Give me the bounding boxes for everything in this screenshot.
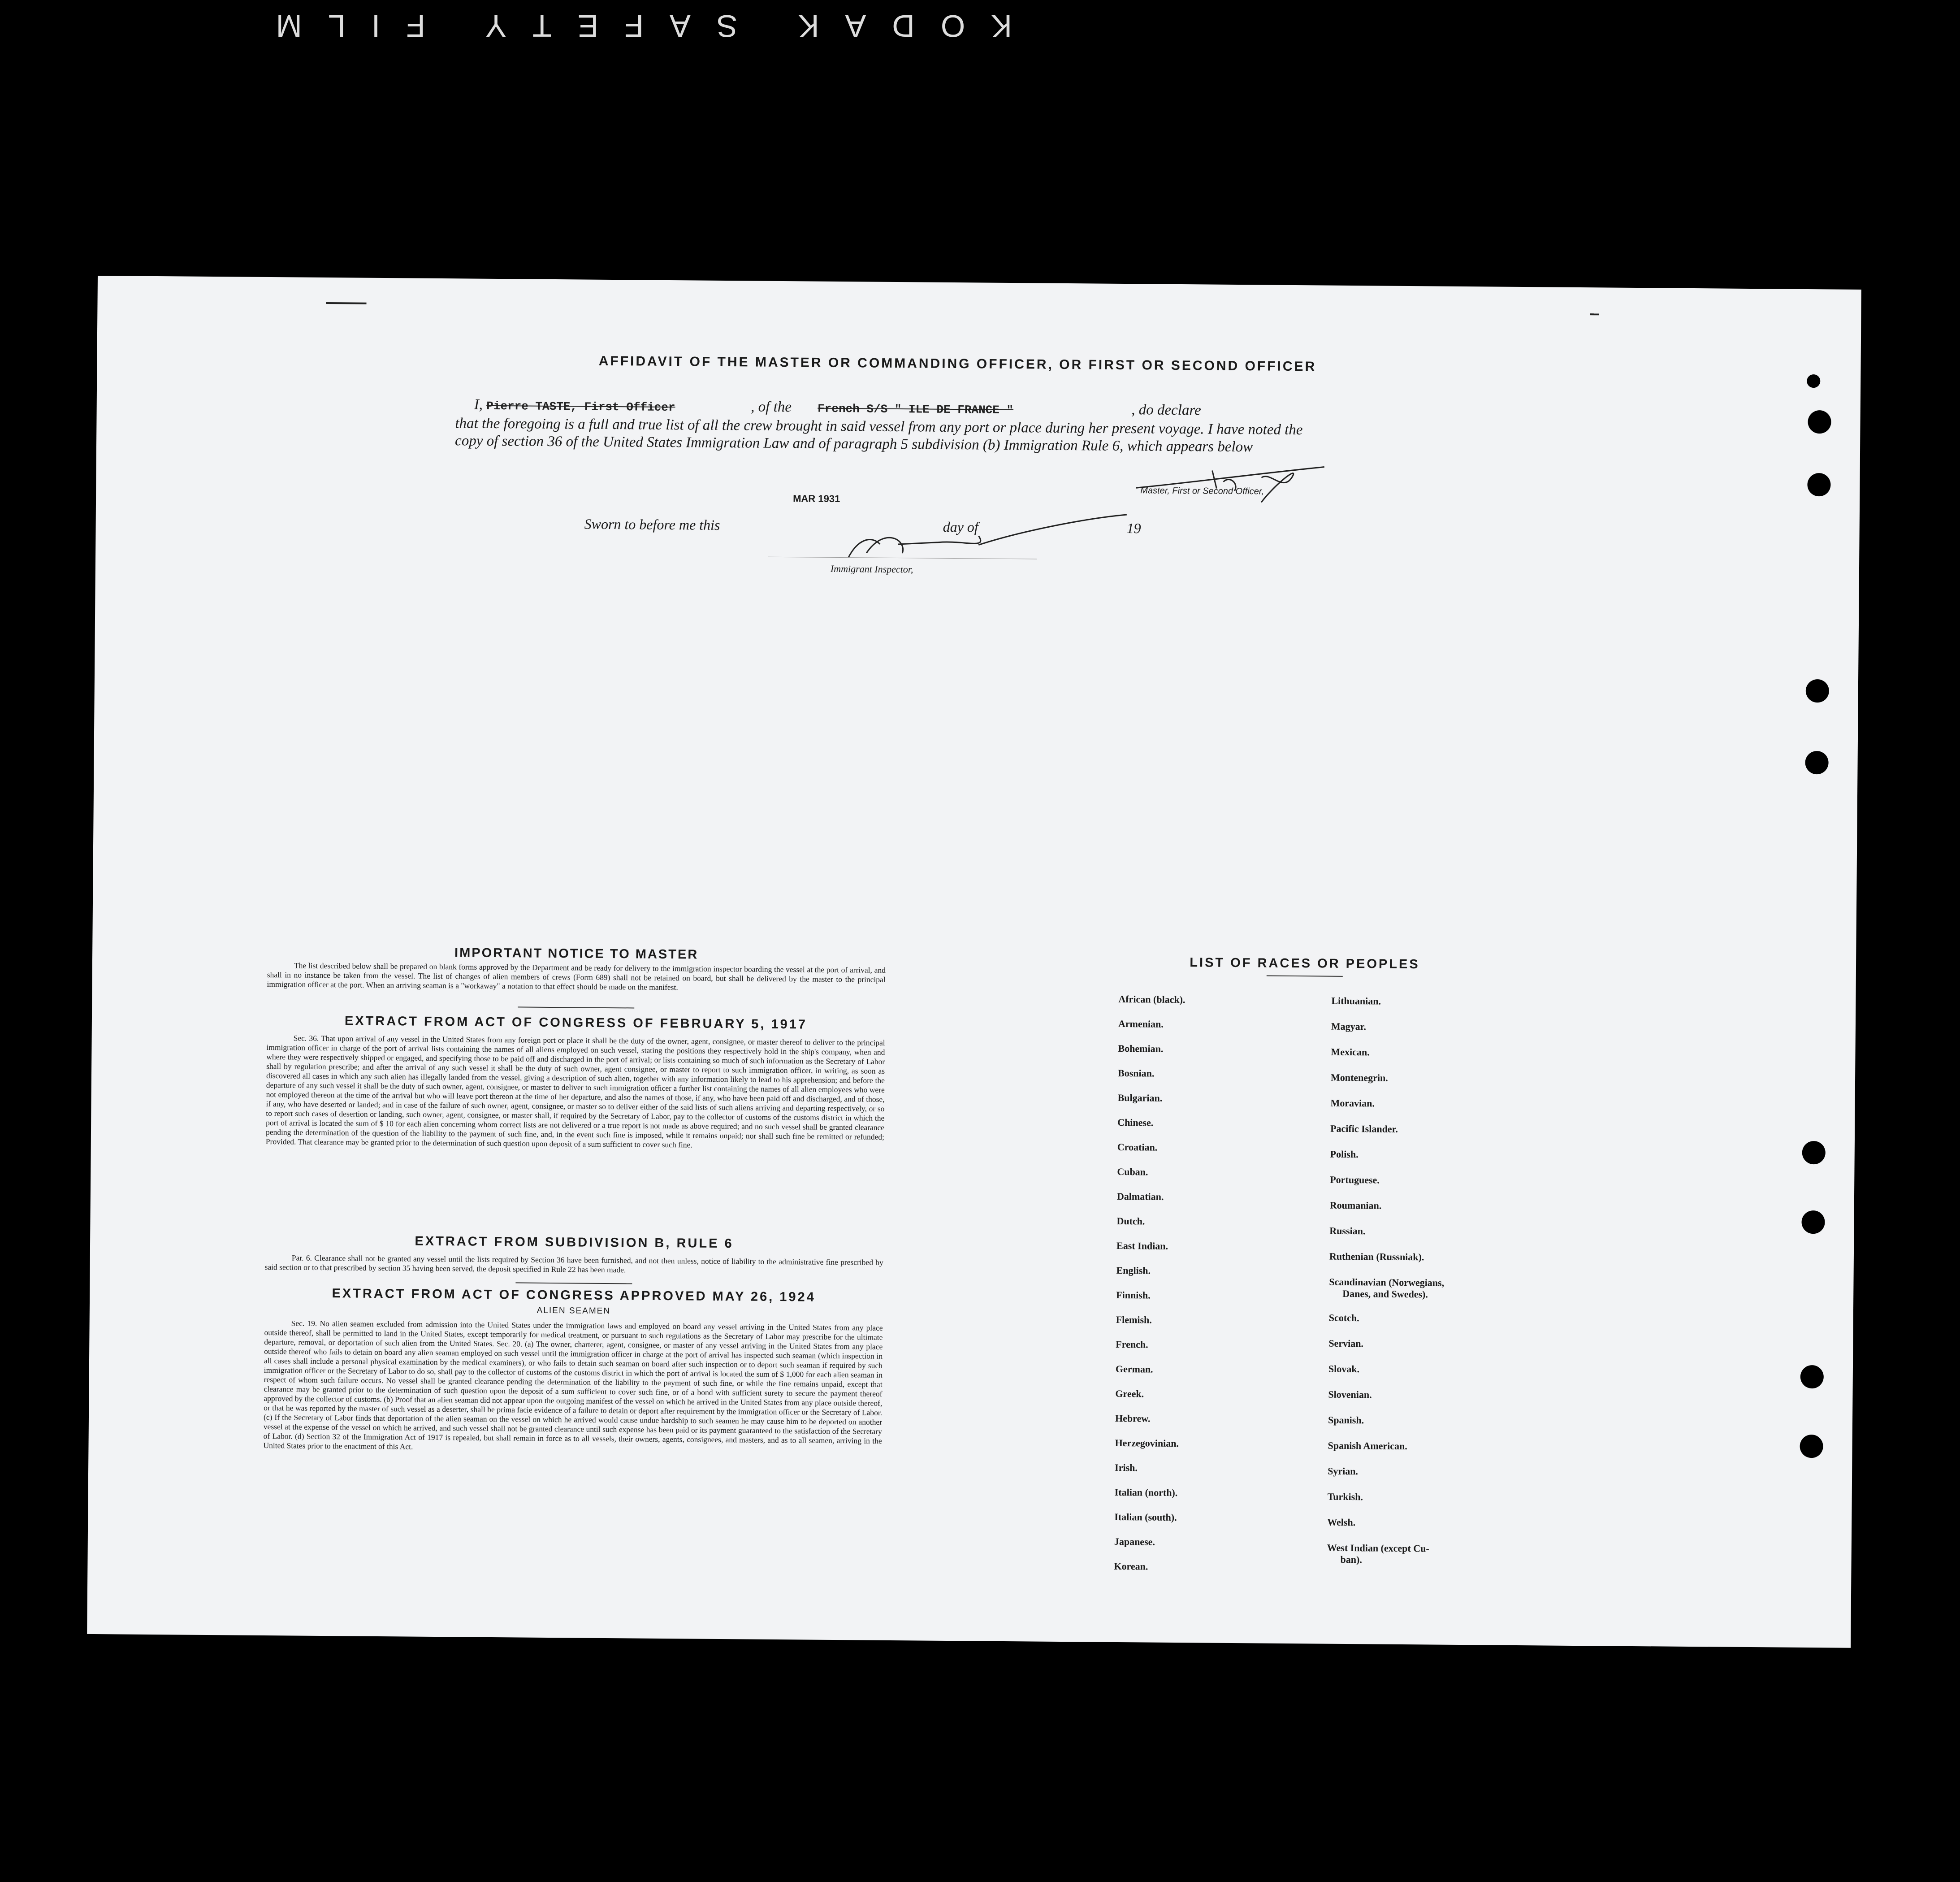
race-item: Syrian. [1328, 1465, 1359, 1477]
extract-1924-body: Sec. 19. No alien seamen excluded from admission into the United States under the immigration laws and employed on board any vessel arriving in the United States from any place outside thereof, shall be permitted to land in the United States, except temporarily for medical treatment, or pursuant to such regulations as the Secretary of Labor may prescribe for the ultimate departure, removal, or deportation of such alien from the United States. Sec. 20. (a) The owner, charterer, agent, consignee, or master of any vessel arriving in the United States from any place outside thereof who fails to detain on board any alien seaman employed on such vessel until the immigration officer in charge at the port of arrival has inspected such seaman (which inspection in all cases shall include a personal physical examination by the medical examiners), or who fails to detain such seaman on board after such inspection or to deport such seaman if required by such immigration officer or the Secretary of Labor to do so, shall pay to the collector of customs of the customs district in which the port of arrival is located the sum of $ 1,000 for each alien seaman in respect of whom such failure occurs. No vessel shall be granted clearance pending the determination of the liability to the payment of such fine, or while the fine remains unpaid, except that clearance may be granted prior to the determination of such question upon the deposit of a sum sufficient to cover such fine, or of a bond with sufficient surety to secure the payment thereof approved by the collector of customs. (b) Proof that an alien seaman did not appear upon the outgoing manifest of the vessel on which he arrived in the United States from any place outside thereof, or that he was reported by the master of such vessel as a deserter, shall be prima facie evidence of a failure to detain or deport after requirement by the immigration officer or the Secretary of Labor. (c) If the Secretary of Labor finds that deportation of the alien seaman on the vessel on which he arrived would cause undue hardship to such seamen he may cause him to be deported on another vessel at the expense of the vessel on which he arrived, and such vessel shall not be granted clearance until such expense has been paid or its payment guaranteed to the satisfaction of the Secretary of Labor. (d) Section 32 of the Immigration Act of 1917 is repealed, but shall remain in force as to all vessels, their owners, agents, consignees, and masters, and as to all seamen, arriving in the United States prior to the enactment of this Act. [263, 1318, 883, 1451]
extract-rule6-title: EXTRACT FROM SUBDIVISION B, RULE 6 [415, 1234, 734, 1251]
race-item: Pacific Islander. [1330, 1123, 1398, 1135]
of-the-text: , of the [751, 399, 792, 416]
race-item: Korean. [1114, 1560, 1148, 1572]
punch-hole [1800, 1365, 1824, 1388]
race-item: Herzegovinian. [1115, 1437, 1179, 1449]
punch-hole [1801, 1210, 1825, 1234]
race-item: African (black). [1118, 993, 1186, 1006]
affidavit-intro: I, [474, 396, 483, 413]
race-item: Armenian. [1118, 1018, 1164, 1030]
film-edge-text: KODAK SAFETY FILM [250, 9, 1012, 43]
extract-1924-title: EXTRACT FROM ACT OF CONGRESS APPROVED MAY 26, 1924 [332, 1286, 816, 1305]
inspector-label: Immigrant Inspector, [830, 563, 913, 575]
race-item: Russian. [1329, 1225, 1366, 1237]
punch-hole [1807, 473, 1830, 496]
race-item: Polish. [1330, 1148, 1359, 1160]
officer-signature [1127, 456, 1333, 507]
signature-label: Master, First or Second Officer, [1140, 486, 1264, 497]
race-item: Cuban. [1117, 1166, 1148, 1178]
day-of-text: day of [943, 518, 978, 535]
divider [1267, 976, 1343, 977]
affidavit-title: AFFIDAVIT OF THE MASTER OR COMMANDING OFFICER, OR FIRST OR SECOND OFFICER [598, 353, 1317, 374]
race-item: Japanese. [1114, 1535, 1155, 1548]
extract-1917-title: EXTRACT FROM ACT OF CONGRESS OF FEBRUARY 5, 1917 [344, 1014, 808, 1032]
race-item: Chinese. [1117, 1116, 1154, 1128]
race-item: Flemish. [1116, 1314, 1152, 1326]
declare-text: , do declare [1131, 402, 1201, 419]
race-item: West Indian (except Cu- [1327, 1542, 1429, 1554]
officer-name: Pierre TASTE, First Officer [486, 399, 675, 415]
race-item: Greek. [1115, 1388, 1144, 1400]
race-item: Roumanian. [1329, 1199, 1382, 1211]
race-item: Bohemian. [1118, 1042, 1164, 1054]
race-item: Dutch. [1116, 1215, 1145, 1227]
race-item: Scotch. [1328, 1312, 1359, 1324]
year-text: 19 [1126, 520, 1141, 537]
film-edge-strip [8, 8, 1012, 48]
race-item: Mexican. [1331, 1046, 1370, 1058]
race-item: German. [1115, 1363, 1153, 1375]
sworn-text: Sworn to before me this [584, 516, 720, 533]
race-item: Portuguese. [1330, 1174, 1380, 1186]
punch-hole [1805, 751, 1828, 774]
race-item: Spanish American. [1328, 1440, 1407, 1452]
race-item: English. [1116, 1264, 1151, 1276]
race-item: East Indian. [1116, 1240, 1168, 1252]
races-title: LIST OF RACES OR PEOPLES [1190, 955, 1420, 972]
inspector-signature [831, 508, 1136, 568]
race-item: Dalmatian. [1116, 1190, 1164, 1202]
race-item: Slovak. [1328, 1363, 1360, 1375]
race-item: Finnish. [1116, 1289, 1151, 1301]
race-item: Welsh. [1327, 1516, 1356, 1528]
extract-rule6-body: Par. 6. Clearance shall not be granted any vessel until the lists required by Section 36 have been furnished, and not then unless, notice of liability to the administrative fine prescribed by said section or to that prescribed by section 35 having been served, the deposit specified in Rule 22 has been made. [264, 1253, 883, 1275]
ink-speck [1590, 313, 1599, 315]
race-item: Danes, and Swedes). [1342, 1288, 1428, 1300]
race-item: Bulgarian. [1117, 1092, 1163, 1104]
extract-1917-body: Sec. 36. That upon arrival of any vessel in the United States from any foreign port or place it shall be the duty of the owner, agent, consignee, or master thereof to deliver to the principal immigration officer in charge of the port of arrival lists containing the names of all aliens employed on such vessel, stating the positions they respectively hold in the ship's company, when and where they were respectively shipped or engaged, and specifying those to be paid off and discharged in the port of arrival; or lists containing so much of such information as the Secretary of Labor shall by regulation prescribe; and after the arrival of any such vessel it shall be the duty of such owner, agent consignee, or master to report to such immigration officer, in writing, as soon as discovered all cases in which any such alien has illegally landed from the vessel, giving a description of such alien, together with any information likely to lead to his apprehension; and before the departure of any such vessel it shall be the duty of such owner, agent, consignee, or master to deliver to such immigration officer a further list containing the names of all alien employees who were not employed thereon at the time of the arrival but who will leave port thereon at the time of her departure, and also the names of those, if any, who have been paid off and discharged, and of those, if any, who have deserted or landed; and in case of the failure of such owner, agent, consignee, or master so to deliver either of the said lists of such aliens arriving and departing respectively, or so to report such cases of desertion or landing, such owner, agent, consignee, or master shall, if required by the Secretary of Labor, pay to the collector of customs of the customs district in which the port of arrival is located the sum of $ 10 for each alien concerning whom correct lists are not delivered or a true report is not made as above required; and no such vessel shall be granted clearance pending the determination of the question of the liability to the payment of such fine, and, in the event such fine is imposed, while it remains unpaid; nor shall such fine be remitted or refunded; Provided. That clearance may be granted prior to the determination of such question upon deposit of a sum sufficient to cover such fine. [265, 1033, 885, 1149]
race-item: French. [1116, 1338, 1148, 1350]
race-item: Turkish. [1327, 1491, 1363, 1503]
punch-hole [1808, 410, 1831, 434]
extract-1924-subtitle: ALIEN SEAMEN [537, 1305, 611, 1316]
date-stamp: MAR 1931 [793, 493, 840, 505]
vessel-name: French S/S " ILE DE FRANCE " [818, 402, 1014, 417]
race-item: Italian (south). [1114, 1511, 1177, 1523]
race-item: Ruthenian (Russniak). [1329, 1250, 1424, 1263]
race-item: Hebrew. [1115, 1412, 1151, 1424]
race-item: Servian. [1328, 1337, 1364, 1349]
punch-hole [1802, 1141, 1826, 1164]
affidavit-text: that the foregoing is a full and true list of all the crew brought in said vessel from any port or place during her present voyage. I have noted the copy of section 36 of the United States Immigration Law and of paragraph 5 subdivision (b) Immigration Rule 6, which appears below [454, 415, 1303, 455]
notice-title: IMPORTANT NOTICE TO MASTER [454, 945, 699, 962]
race-item: Croatian. [1117, 1141, 1158, 1153]
document-page [87, 276, 1861, 1648]
punch-hole [1800, 1435, 1823, 1458]
race-item: Slovenian. [1328, 1388, 1372, 1401]
race-item: Bosnian. [1118, 1067, 1155, 1079]
race-item: Irish. [1115, 1461, 1138, 1474]
race-item: Scandinavian (Norwegians, [1329, 1276, 1445, 1288]
race-item: Magyar. [1331, 1020, 1367, 1032]
notice-body: The list described below shall be prepared on blank forms approved by the Department and be ready for delivery to the immigration inspector boarding the vessel at the port of arrival, and shall in no instance be taken from the vessel. The list of changes of alien members of crews (Form 689) shall not be retained on board, but shall be delivered by the master to the principal immigration officer at the port. When an arriving seaman is a "workaway" a notation to that effect should be made on the manifest. [267, 961, 886, 992]
divider [515, 1282, 632, 1284]
race-item: ban). [1340, 1553, 1362, 1565]
punch-hole [1807, 374, 1820, 388]
affidavit-body [455, 396, 1307, 456]
divider [518, 1006, 634, 1008]
race-item: Spanish. [1328, 1414, 1364, 1426]
ink-speck [326, 302, 367, 304]
race-item: Italian (north). [1114, 1486, 1178, 1499]
race-item: Lithuanian. [1331, 995, 1381, 1007]
race-item: Moravian. [1330, 1097, 1375, 1109]
race-item: Montenegrin. [1330, 1071, 1388, 1084]
punch-hole [1806, 679, 1829, 702]
